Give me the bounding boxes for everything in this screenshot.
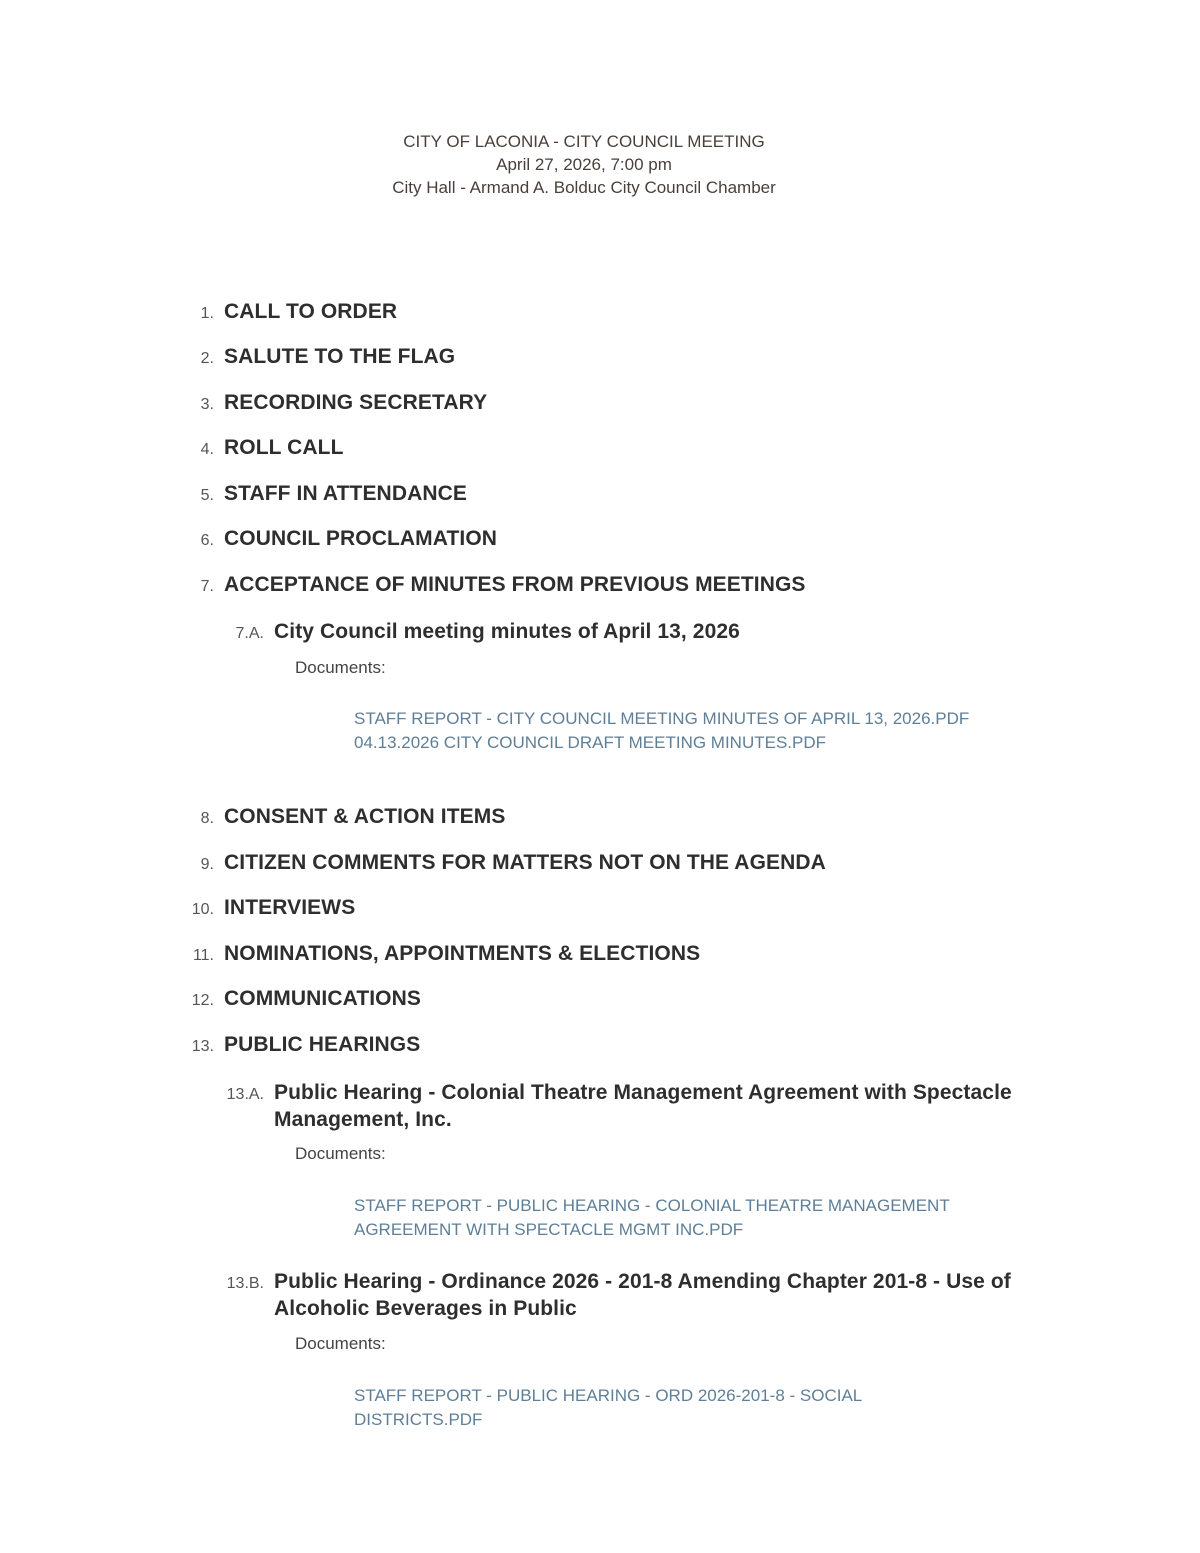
agenda-subitem-title: Public Hearing - Colonial Theatre Management Agreement with Spectacle Management, Inc. [274,1081,1012,1131]
agenda-item-title: PUBLIC HEARINGS [224,1033,421,1056]
agenda-item-title: ROLL CALL [224,436,344,459]
agenda-subitem-13a [212,1079,1014,1133]
agenda-subitem-title: City Council meeting minutes of April 13, 2026 [274,620,740,643]
agenda-item-title: SALUTE TO THE FLAG [224,345,456,368]
agenda-item-8 [172,805,505,829]
agenda-item-number: 11. [192,947,214,964]
agenda-item-1 [172,300,397,324]
agenda-item-number: 13. [191,1038,214,1055]
document-links-7a [354,707,974,755]
agenda-item-12 [172,987,421,1011]
agenda-item-title: NOMINATIONS, APPOINTMENTS & ELECTIONS [224,942,701,965]
agenda-item-number: 9. [200,856,214,873]
agenda-item-11 [172,942,700,966]
agenda-item-4 [172,436,344,460]
agenda-item-title: COUNCIL PROCLAMATION [224,527,498,550]
agenda-item-number: 5. [200,487,214,504]
documents-label: Documents: [295,1334,386,1353]
agenda-item-6 [172,527,497,551]
agenda-item-13 [172,1033,420,1057]
agenda-item-title: ACCEPTANCE OF MINUTES FROM PREVIOUS MEETINGS [224,573,806,596]
document-link[interactable]: STAFF REPORT - CITY COUNCIL MEETING MINUTES OF APRIL 13, 2026.PDF [354,709,970,728]
agenda-item-number: 12. [191,992,214,1009]
document-link[interactable]: STAFF REPORT - PUBLIC HEARING - ORD 2026-201-8 - SOCIAL DISTRICTS.PDF [354,1386,862,1429]
documents-label: Documents: [295,1144,386,1163]
agenda-item-10 [172,896,355,920]
agenda-item-title: STAFF IN ATTENDANCE [224,482,467,505]
agenda-item-number: 6. [200,532,214,549]
agenda-item-number: 3. [200,396,214,413]
agenda-item-9 [172,851,826,875]
agenda-item-number: 7. [200,578,214,595]
agenda-subitem-7a [212,618,1014,645]
agenda-item-7 [172,573,806,597]
agenda-item-number: 4. [200,441,214,458]
agenda-subitem-13b [212,1268,1014,1322]
agenda-item-2 [172,345,455,369]
agenda-item-title: COMMUNICATIONS [224,987,421,1010]
document-link[interactable]: STAFF REPORT - PUBLIC HEARING - COLONIAL THEATRE MANAGEMENT AGREEMENT WITH SPECTACLE MGMT INC.PDF [354,1196,950,1239]
document-links-13b [354,1384,974,1432]
document-link[interactable]: 04.13.2026 CITY COUNCIL DRAFT MEETING MINUTES.PDF [354,733,827,752]
agenda-subitem-number: 13.A. [226,1086,264,1103]
agenda-item-number: 10. [191,901,214,918]
header-organization: CITY OF LACONIA - CITY COUNCIL MEETING [403,132,765,151]
agenda-item-number: 2. [200,350,214,367]
documents-label: Documents: [295,658,386,677]
header-date-time: April 27, 2026, 7:00 pm [496,155,672,174]
document-links-13a [354,1194,974,1242]
agenda-item-title: RECORDING SECRETARY [224,391,488,414]
agenda-item-3 [172,391,487,415]
agenda-subitem-title: Public Hearing - Ordinance 2026 - 201-8 Amending Chapter 201-8 - Use of Alcoholic Beverages in Public [274,1270,1011,1320]
agenda-item-number: 1. [200,305,214,322]
agenda-item-number: 8. [200,810,214,827]
agenda-item-5 [172,482,467,506]
agenda-subitem-number: 7.A. [235,625,264,642]
header-location: City Hall - Armand A. Bolduc City Council Chamber [392,178,776,197]
agenda-item-title: CITIZEN COMMENTS FOR MATTERS NOT ON THE AGENDA [224,851,826,874]
agenda-item-title: CALL TO ORDER [224,300,398,323]
meeting-header [0,130,1168,199]
agenda-item-title: CONSENT & ACTION ITEMS [224,805,506,828]
agenda-subitem-number: 13.B. [226,1275,264,1292]
agenda-item-title: INTERVIEWS [224,896,356,919]
